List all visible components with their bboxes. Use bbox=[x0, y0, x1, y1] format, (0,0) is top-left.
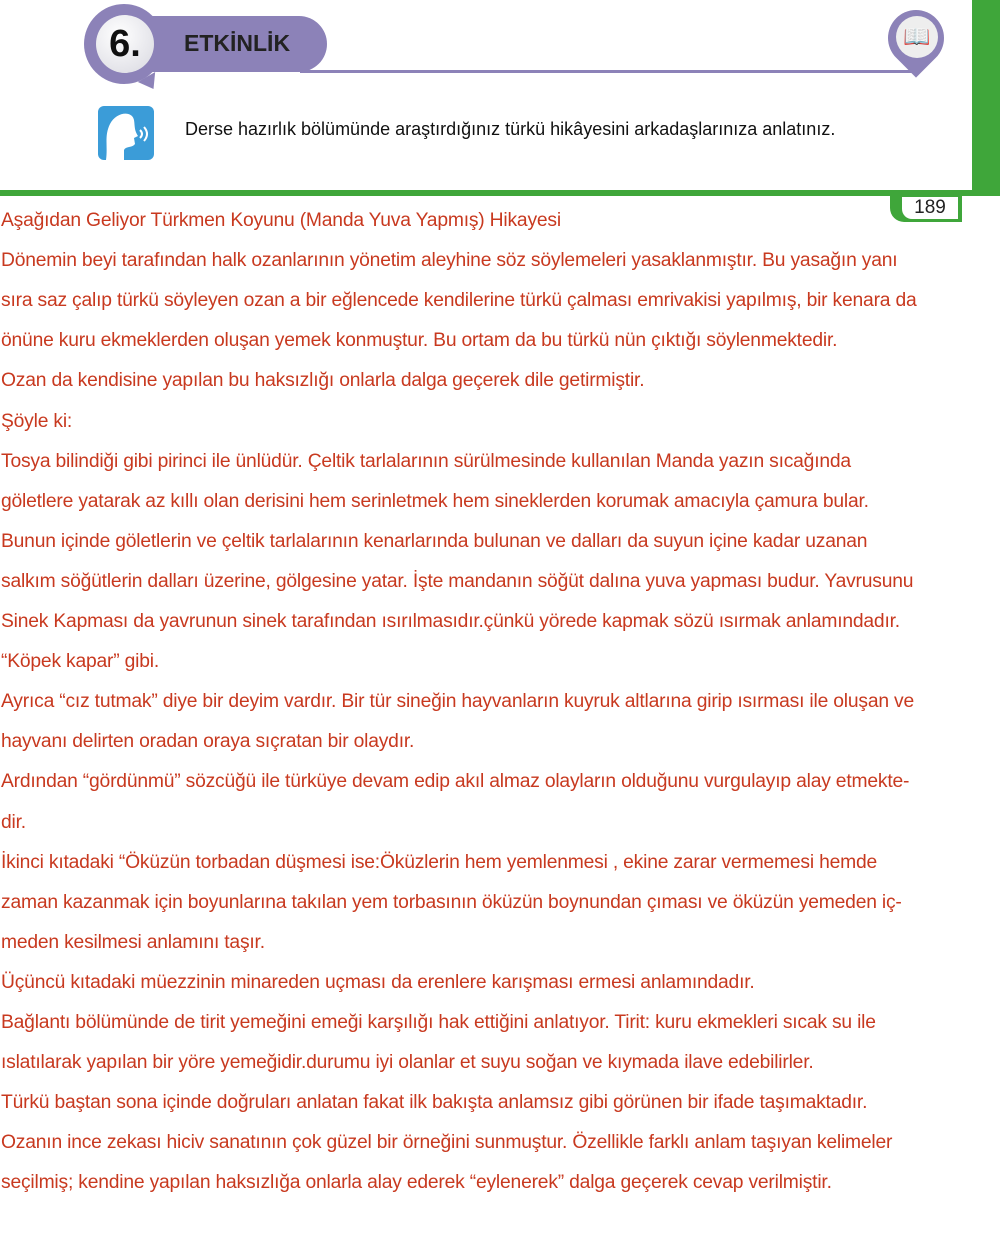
story-line: sıra saz çalıp türkü söyleyen ozan a bir eğlencede kendilerine türkü çalması emrivakisi yapılmış, bir kenara da bbox=[1, 290, 917, 312]
story-line: İkinci kıtadaki “Öküzün torbadan düşmesi ise:Öküzlerin hem yemlenmesi , ekine zarar vermemesi hemde bbox=[1, 851, 878, 873]
story-line: Bağlantı bölümünde de tirit yemeğini emeği karşılığı hak ettiğini anlatıyor. Tirit: kuru ekmekleri sıcak su ile bbox=[1, 1012, 876, 1033]
story-line: Ayrıca “cız tutmak” diye bir deyim vardır. Bir tür sineğin hayvanların kuyruk altlarına girip ısırması ile oluşan ve bbox=[1, 691, 915, 713]
story-line: zaman kazanmak için boyunlarına takılan yem torbasının öküzün boynundan çıması ve öküzün yemeden iç- bbox=[1, 891, 902, 913]
story-line: Dönemin beyi tarafından halk ozanlarının yönetim aleyhine söz söylemeleri yasaklanmıştır. Bu yasağın yanı bbox=[1, 250, 898, 272]
story-line: meden kesilmesi anlamını taşır. bbox=[1, 931, 265, 953]
story-line: Üçüncü kıtadaki müezzinin minareden uçması da erenlere karışması ermesi anlamındadır. bbox=[1, 971, 755, 993]
story-line: Şöyle ki: bbox=[1, 410, 73, 432]
page-border-bar bbox=[0, 190, 1000, 196]
story-line: dir. bbox=[1, 811, 26, 833]
page-number: 189 bbox=[902, 197, 958, 219]
book-icon: 📖 bbox=[896, 16, 938, 58]
activity-title: ETKİNLİK bbox=[184, 30, 291, 56]
story-line: salkım söğütlerin dalları üzerine, gölgesine yatar. İşte mandanın söğüt dalına yuva yapması budur. Yavrusunu bbox=[1, 570, 914, 592]
story-title: Aşağıdan Geliyor Türkmen Koyunu (Manda Yuva Yapmış) Hikayesi bbox=[1, 210, 561, 231]
instruction-text: Derse hazırlık bölümünde araştırdığınız türkü hikâyesini arkadaşlarınıza anlatınız. bbox=[185, 119, 836, 139]
story-line: Tosya bilindiği gibi pirinci ile ünlüdür. Çeltik tarlalarının sürülmesinde kullanılan Manda yazın sıcağında bbox=[1, 450, 851, 472]
story-line: önüne kuru ekmeklerden oluşan yemek konmuştur. Bu ortam da bu türkü nün çıktığı söylenmektedir. bbox=[1, 330, 838, 352]
story-line: ıslatılarak yapılan bir yöre yemeğidir.durumu iyi olanlar et suyu soğan ve kıymada ilave edebilirler. bbox=[1, 1052, 814, 1074]
story-line: Sinek Kapması da yavrunun sinek tarafından ısırılmasıdır.çünkü yörede kapmak sözü ısırmak anlamındadır. bbox=[1, 611, 900, 632]
story-line: Ozan da kendisine yapılan bu haksızlığı onlarla dalga geçerek dile getirmiştir. bbox=[1, 370, 645, 392]
story-line: Türkü baştan sona içinde doğruları anlatan fakat ilk bakışta anlamsız gibi görünen bir ifade taşımaktadır. bbox=[1, 1092, 868, 1114]
story-line: Bunun içinde göletlerin ve çeltik tarlalarının kenarlarında bulunan ve dalları da suyun içine kadar uzanan bbox=[1, 530, 868, 552]
page-border-right bbox=[972, 0, 1000, 196]
activity-number: 6. bbox=[96, 15, 154, 73]
header-divider bbox=[300, 70, 920, 73]
story-line: seçilmiş; kendine yapılan haksızlığa onlarla alay ederek “eylenerek” dalga geçerek cevap verilmiştir. bbox=[1, 1172, 832, 1194]
story-line: göletlere yatarak az kıllı olan derisini hem serinletmek hem sineklerden korumak amacıyla çamura bular. bbox=[1, 490, 869, 512]
story-line: Ozanın ince zekası hiciv sanatının çok güzel bir örneğini sunmuştur. Özellikle farklı anlam taşıyan kelimeler bbox=[1, 1132, 893, 1154]
speaking-head-icon bbox=[98, 106, 154, 160]
story-line: “Köpek kapar” gibi. bbox=[1, 651, 160, 673]
story-line: hayvanı delirten oradan oraya sıçratan bir olaydır. bbox=[1, 731, 415, 753]
story-line: Ardından “gördünmü” sözcüğü ile türküye devam edip akıl almaz olayların olduğunu vurgulayıp alay etmekte- bbox=[1, 771, 910, 793]
